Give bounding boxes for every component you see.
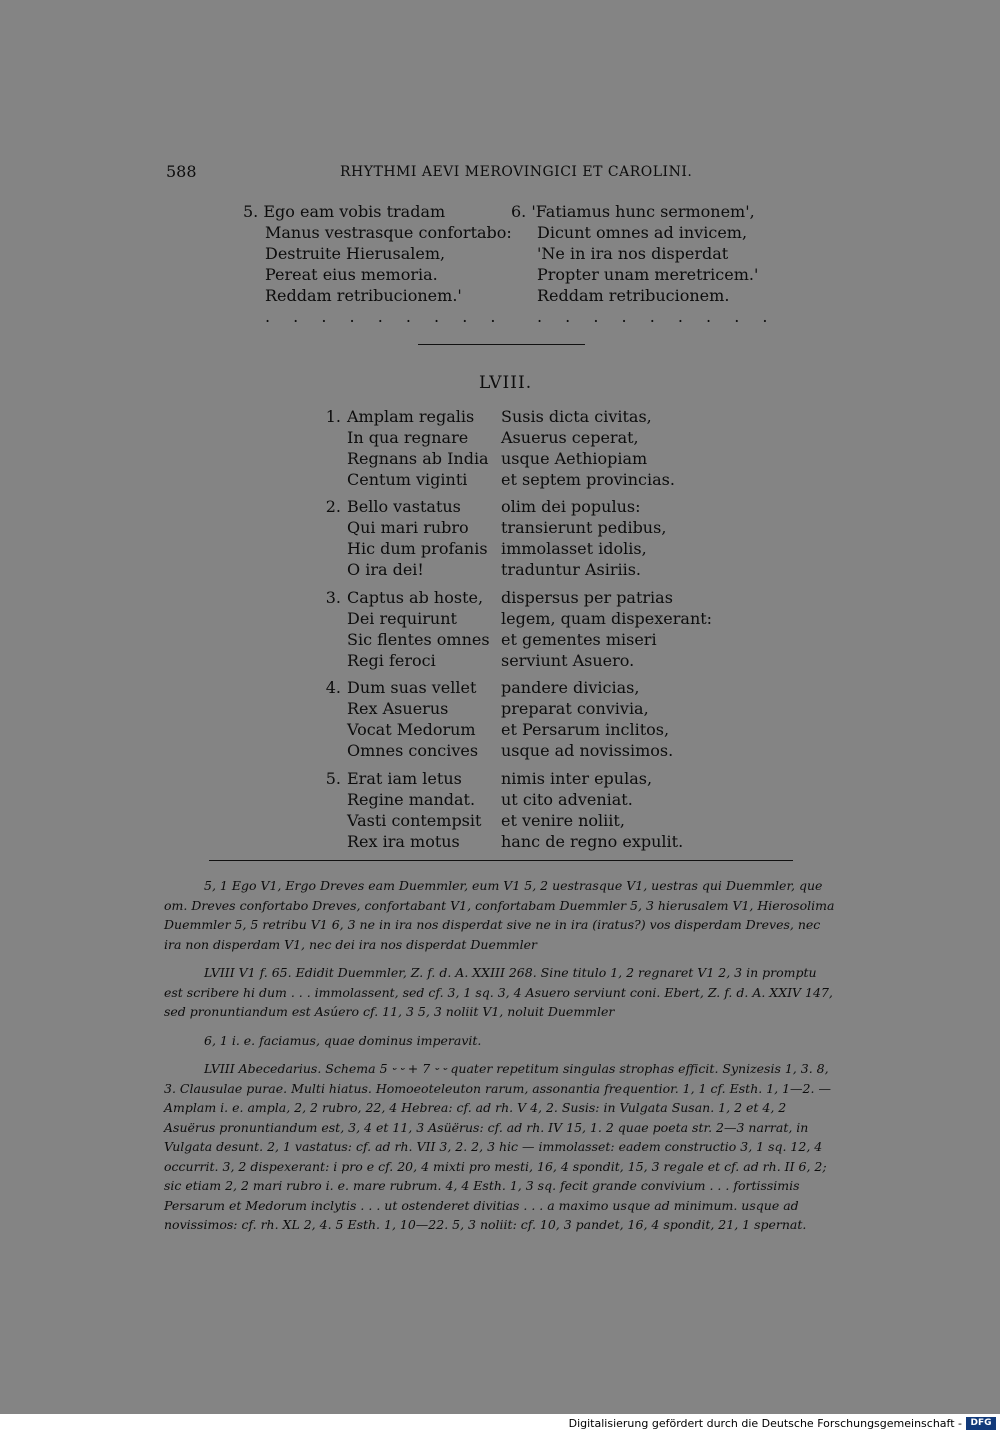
verse-line: hanc de regno expulit.	[501, 832, 684, 851]
footer-credit: Digitalisierung gefördert durch die Deutsche Forschungsgemeinschaft -	[568, 1417, 962, 1430]
verse-line: Regi feroci	[347, 651, 436, 670]
verse-line: Reddam retribucionem.	[537, 286, 730, 305]
verse-line: Captus ab hoste,	[347, 588, 484, 607]
verse-line: 'Ne in ira nos disperdat	[537, 244, 729, 263]
prev-stanza-6	[511, 201, 776, 327]
verse-line: Centum viginti	[347, 470, 468, 489]
verse-line: Omnes concives	[347, 741, 479, 760]
verse-line: olim dei populus:	[501, 497, 641, 516]
verse-line: immolasset idolis,	[501, 539, 647, 558]
footer-bar	[0, 1414, 1000, 1434]
stanza-left-column	[347, 677, 478, 761]
page-number: 588	[166, 162, 197, 181]
prev-stanza-5	[243, 201, 512, 327]
stanza-number: 6.	[511, 202, 527, 221]
verse-line: Destruite Hierusalem,	[265, 244, 446, 263]
verse-line: ut cito adveniat.	[501, 790, 633, 809]
verse-line: pandere divicias,	[501, 678, 640, 697]
verse-line: Qui mari rubro	[347, 518, 469, 537]
verse-line: Asuerus ceperat,	[501, 428, 639, 447]
section-divider	[418, 344, 585, 345]
verse-line: et septem provincias.	[501, 470, 675, 489]
verse-line: Ego eam vobis tradam	[263, 202, 446, 221]
stanza-number: 5.	[325, 769, 341, 788]
stanza-left-column	[347, 587, 490, 671]
verse-line: Vocat Medorum	[347, 720, 476, 739]
verse-line: usque ad novissimos.	[501, 741, 674, 760]
stanza-number: 1.	[325, 407, 341, 426]
verse-line: 'Fatiamus hunc sermonem',	[531, 202, 755, 221]
verse-line: dispersus per patrias	[501, 588, 673, 607]
verse-line: Vasti contempsit	[347, 811, 482, 830]
stanza-number: 5.	[243, 202, 259, 221]
verse-line: Bello vastatus	[347, 497, 461, 516]
commentary-note: 6, 1 i. e. faciamus, quae dominus imperavit.	[204, 1032, 482, 1048]
verse-line: Erat iam letus	[347, 769, 462, 788]
verse-line: Pereat eius memoria.	[265, 265, 438, 284]
stanza-number: 4.	[325, 678, 341, 697]
verse-line: preparat convivia,	[501, 699, 649, 718]
verse-line: Regine mandat.	[347, 790, 476, 809]
verse-line: Manus vestrasque confortabo:	[265, 223, 512, 242]
verse-line: Rex Asuerus	[347, 699, 449, 718]
verse-line: Dei requirunt	[347, 609, 457, 628]
verse-line: Regnans ab India	[347, 449, 489, 468]
verse-line: Hic dum profanis	[347, 539, 488, 558]
verse-line: nimis inter epulas,	[501, 769, 653, 788]
verse-line: et Persarum inclitos,	[501, 720, 670, 739]
critical-apparatus	[164, 876, 836, 1244]
commentary-note: LVIII Abecedarius. Schema 5 ⏑ ⏑ + 7 ⏑ ⏑ quater repetitum singulas strophas efficit. Synizesis 1, 3. 8, 3. Clausulae purae. Multi hiatus. Homoeoteleuton rarum, assonantia frequentior. 1, 1 cf. Esth. 1, 1—2. — Amplam i. e. ampla, 2, 2 rubro, 22, 4 Hebrea: cf. ad rh. V 4, 2. Susis: in Vulgata Susan. 1, 2 et 4, 2 Asuërus pronuntiandum est, 3, 4 et 11, 3 Asüërus: cf. ad rh. IV 15, 1. 2 quae poeta str. 2—3 narrat, in Vulgata desunt. 2, 1 vastatus: cf. ad rh. VII 3, 2. 2, 3 hic — immolasset: eadem constructio 3, 1 sq. 12, 4 occurrit. 3, 2 dispexerant: i pro e cf. 20, 4 mixti pro mesti, 16, 4 spondit, 15, 3 regale et cf. ad rh. II 6, 2; sic etiam 2, 2 mari rubro i. e. mare rubrum. 4, 4 Esth. 1, 3 sq. fecit grande convivium . . . fortissimis Persarum et Medorum inclytis . . . ut ostenderet divitias . . . a maximo usque ad minimum. usque ad novissimos: cf. rh. XL 2, 4. 5 Esth. 1, 10—22. 5, 3 noliit: cf. 10, 3 pandet, 16, 4 spondit, 21, 1 spernat.	[164, 1061, 831, 1232]
stanza-right-column	[501, 496, 666, 580]
running-title: RHYTHMI AEVI MEROVINGICI ET CAROLINI.	[340, 164, 693, 180]
verse-line: et gementes miseri	[501, 630, 657, 649]
dfg-logo: DFG	[966, 1417, 996, 1430]
verse-line: O ira dei!	[347, 560, 424, 579]
verse-line: usque Aethiopiam	[501, 449, 648, 468]
verse-line: legem, quam dispexerant:	[501, 609, 713, 628]
verse-line: Rex ira motus	[347, 832, 460, 851]
verse-line: Amplam regalis	[347, 407, 475, 426]
apparatus-rule	[209, 860, 793, 861]
verse-line: Dum suas vellet	[347, 678, 477, 697]
verse-line: Propter unam meretricem.'	[537, 265, 759, 284]
verse-line: In qua regnare	[347, 428, 469, 447]
stanza-left-column	[347, 496, 488, 580]
ellipsis-row: . . . . . . . . .	[537, 307, 777, 326]
verse-line: Susis dicta civitas,	[501, 407, 652, 426]
verse-line: transierunt pedibus,	[501, 518, 667, 537]
stanza-left-column	[347, 768, 481, 852]
verse-line: serviunt Asuero.	[501, 651, 635, 670]
stanza-right-column	[501, 677, 673, 761]
section-title: LVIII.	[479, 373, 533, 393]
verse-line: Reddam retribucionem.'	[265, 286, 462, 305]
verse-line: et venire noliit,	[501, 811, 625, 830]
verse-line: Sic flentes omnes	[347, 630, 490, 649]
stanza-number: 3.	[325, 588, 341, 607]
stanza-left-column	[347, 406, 489, 490]
ellipsis-row: . . . . . . . . .	[265, 307, 505, 326]
stanza-right-column	[501, 587, 712, 671]
verse-line: Dicunt omnes ad invicem,	[537, 223, 748, 242]
stanza-right-column	[501, 406, 675, 490]
stanza-right-column	[501, 768, 683, 852]
apparatus-note: LVIII V1 f. 65. Edidit Duemmler, Z. f. d. A. XXIII 268. Sine titulo 1, 2 regnaret V1 2, 3 in promptu est scribere hi dum . . . immolassent, sed cf. 3, 1 sq. 3, 4 Asuero serviunt coni. Ebert, Z. f. d. A. XXIV 147, sed pronuntiandum est Asúero cf. 11, 3 5, 3 noliit V1, noluit Duemmler	[164, 965, 833, 1019]
stanza-number: 2.	[325, 497, 341, 516]
apparatus-note: 5, 1 Ego V1, Ergo Dreves eam Duemmler, eum V1 5, 2 uestrasque V1, uestras qui Duemmler, que om. Dreves confortabo Dreves, confortabant V1, confortabam Duemmler 5, 3 hierusalem V1, Hierosolima Duemmler 5, 5 retribu V1 6, 3 ne in ira nos disperdat sive ne in ira (iratus?) vos disperdam Dreves, nec ira non disperdam V1, nec dei ira nos disperdat Duemmler	[164, 878, 835, 952]
verse-line: traduntur Asiriis.	[501, 560, 641, 579]
